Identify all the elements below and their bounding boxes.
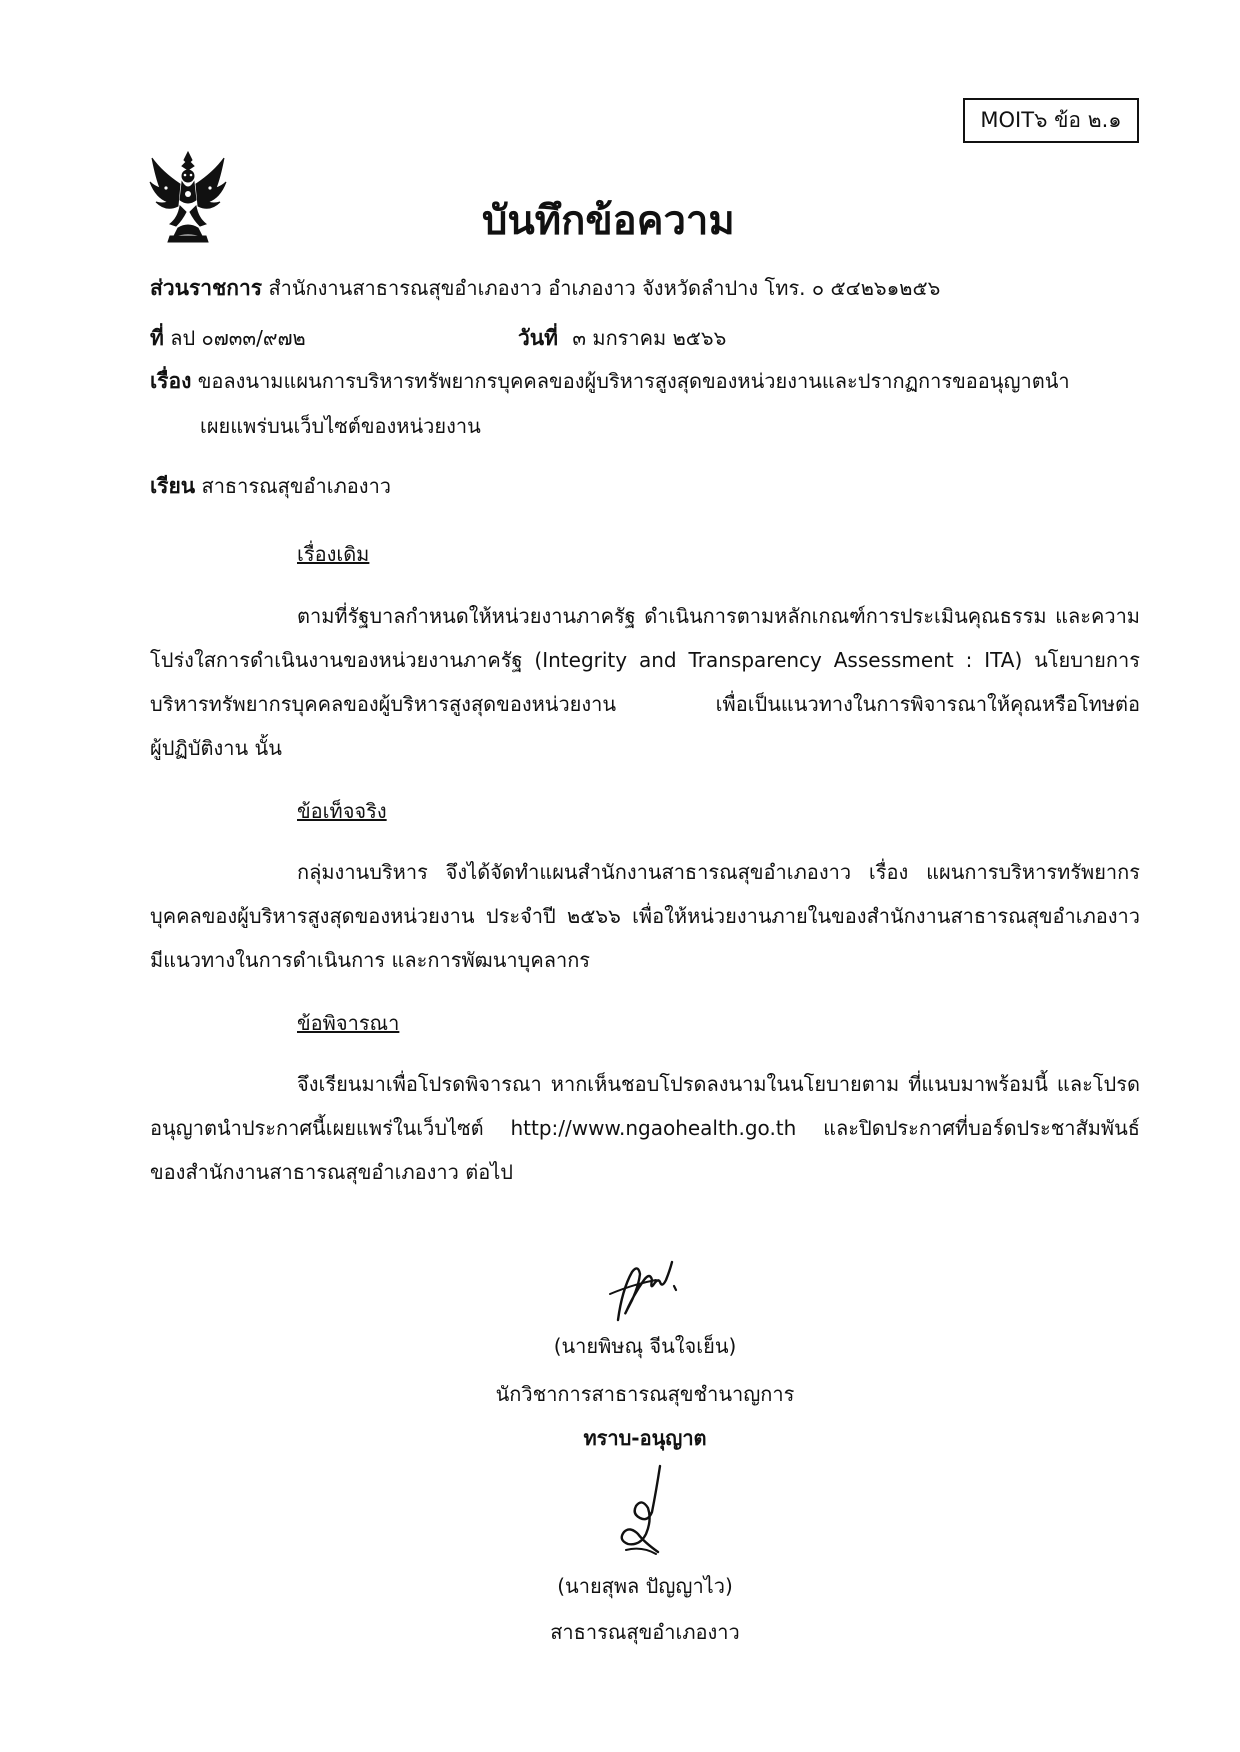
section-heading-background: เรื่องเดิม: [297, 542, 370, 566]
agency-label: ส่วนราชการ: [150, 276, 263, 300]
signer-2-name: (นายสุพล ปัญญาไว): [557, 1574, 733, 1598]
to-label: เรียน: [150, 474, 196, 498]
subject-label: เรื่อง: [150, 369, 192, 393]
facts-line-2: บุคคลของผู้บริหารสูงสุดของหน่วยงาน ประจำปี ๒๕๖๖ เพื่อให้หน่วยงานภายในของสำนักงานสาธารณสุขอำเภองาว: [150, 904, 1140, 928]
ref-row: [150, 322, 306, 355]
memo-title: บันทึกข้อความ: [482, 198, 735, 244]
signer-2-position: สาธารณสุขอำเภองาว: [550, 1620, 740, 1644]
ref-label: ที่: [150, 326, 164, 350]
signer-1-name: (นายพิษณุ จีนใจเย็น): [553, 1334, 737, 1358]
date-value: ๓ มกราคม ๒๕๖๖: [572, 326, 727, 350]
background-line-2: โปร่งใสการดำเนินงานของหน่วยงานภาครัฐ (Integrity and Transparency Assessment : ITA) นโยบายการ: [150, 648, 1140, 672]
facts-line-1: กลุ่มงานบริหาร จึงได้จัดทำแผนสำนักงานสาธารณสุขอำเภองาว เรื่อง แผนการบริหารทรัพยากร: [297, 860, 1140, 884]
date-label: วันที่: [518, 326, 558, 350]
subject-line-2: เผยแพร่บนเว็บไซต์ของหน่วยงาน: [200, 414, 481, 438]
signature-2-image: [598, 1462, 678, 1562]
section-heading-facts: ข้อเท็จจริง: [297, 799, 387, 823]
to-value: สาธารณสุขอำเภองาว: [201, 474, 392, 498]
date-row: [518, 322, 726, 355]
document-code-box: MOIT๖ ข้อ ๒.๑: [963, 98, 1139, 143]
consideration-line-1: จึงเรียนมาเพื่อโปรดพิจารณา หากเห็นชอบโปรดลงนามในนโยบายตาม ที่แนบมาพร้อมนี้ และโปรด: [297, 1072, 1140, 1096]
agency-value: สำนักงานสาธารณสุขอำเภองาว อำเภองาว จังหวัดลำปาง โทร. ๐ ๕๔๒๖๑๒๕๖: [268, 276, 941, 300]
subject-row: [150, 365, 1070, 398]
consideration-line-3: ของสำนักงานสาธารณสุขอำเภองาว ต่อไป: [150, 1160, 513, 1184]
agency-row: [150, 272, 940, 305]
ref-value: ลป ๐๗๓๓/๙๗๒: [170, 326, 306, 350]
subject-line-1: ขอลงนามแผนการบริหารทรัพยากรบุคคลของผู้บริหารสูงสุดของหน่วยงานและปรากฏการขออนุญาตนำ: [197, 369, 1070, 393]
approval-text: ทราบ-อนุญาต: [583, 1426, 707, 1450]
background-line-4: ผู้ปฏิบัติงาน นั้น: [150, 736, 282, 760]
background-line-1: ตามที่รัฐบาลกำหนดให้หน่วยงานภาครัฐ ดำเนินการตามหลักเกณฑ์การประเมินคุณธรรม และความ: [297, 604, 1140, 628]
facts-line-3: มีแนวทางในการดำเนินการ และการพัฒนาบุคลากร: [150, 948, 591, 972]
background-line-3: บริหารทรัพยากรบุคคลของผู้บริหารสูงสุดของหน่วยงาน เพื่อเป็นแนวทางในการพิจารณาให้คุณหรือโทษต่อ: [150, 692, 1140, 716]
signer-1-position: นักวิชาการสาธารณสุขชำนาญการ: [495, 1382, 795, 1406]
to-row: [150, 470, 391, 503]
consideration-line-2: อนุญาตนำประกาศนี้เผยแพร่ในเว็บไซต์ http://www.ngaohealth.go.th และปิดประกาศที่บอร์ดประชาสัมพันธ์: [150, 1116, 1140, 1140]
garuda-emblem-icon: [148, 148, 228, 244]
section-heading-consideration: ข้อพิจารณา: [297, 1011, 400, 1035]
signature-1-image: [598, 1250, 694, 1330]
